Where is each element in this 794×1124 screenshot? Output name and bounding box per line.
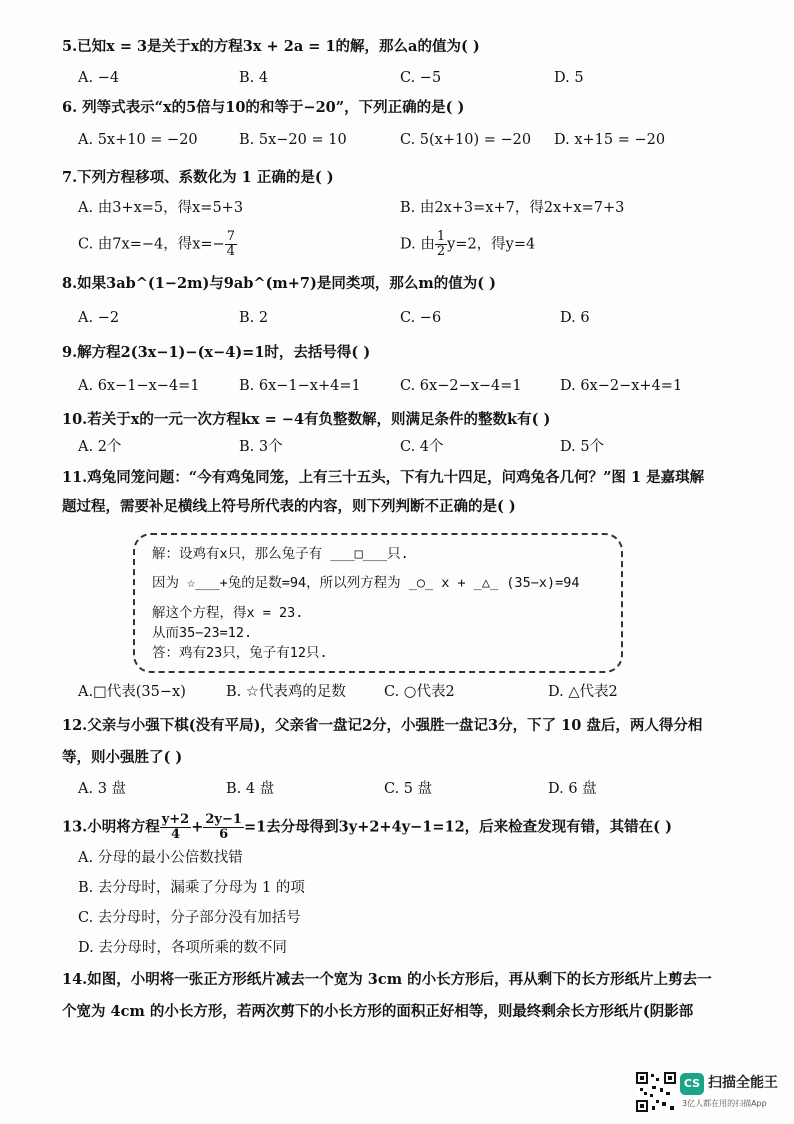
q9-option-c: C. 6x−2−x−4=1 — [400, 378, 522, 394]
q6-option-a: A. 5x+10 = −20 — [78, 132, 198, 148]
frac-numerator: 2y−1 — [205, 812, 242, 827]
camscanner-logo: CS — [680, 1073, 704, 1095]
frac-denominator: 6 — [219, 827, 229, 842]
q5-option-d: D. 5 — [554, 70, 584, 86]
q7-option-c-text: C. 由7x=−4，得x=− — [78, 236, 225, 253]
q13-option-d: D. 去分母时，各项所乘的数不同 — [78, 940, 287, 956]
q11-stem-line2: 题过程，需要补足横线上符号所代表的内容，则下列判断不正确的是( ) — [62, 498, 516, 515]
q13-plus: + — [191, 818, 204, 836]
frac-numerator: 7 — [226, 229, 235, 244]
q7-option-d-suffix: y=2，得y=4 — [447, 236, 536, 253]
q6-option-d: D. x+15 = −20 — [554, 132, 666, 148]
q11-option-b: B. ☆代表鸡的足数 — [226, 684, 346, 700]
q8-stem: 8.如果3ab^(1−2m)与9ab^(m+7)是同类项，那么m的值为( ) — [62, 275, 496, 292]
camscanner-tagline: 3亿人都在用的扫描App — [682, 1099, 767, 1108]
q12-stem-line1: 12.父亲与小强下棋(没有平局)，父亲省一盘记2分，小强胜一盘记3分，下了 10 盘后，两人得分相 — [62, 717, 703, 734]
solution-line-2: 因为 ☆___+兔的足数=94，所以列方程为 _○_ x + _△_ (35−x)=94 — [152, 575, 580, 591]
solution-line-5: 答：鸡有23只，兔子有12只. — [152, 645, 328, 661]
q10-option-b: B. 3个 — [239, 439, 283, 455]
q5-option-b: B. 4 — [239, 70, 269, 86]
q10-option-c: C. 4个 — [400, 439, 444, 455]
q9-option-d: D. 6x−2−x+4=1 — [560, 378, 683, 394]
q13-stem-suffix: =1去分母得到3y+2+4y−1=12，后来检查发现有错，其错在( ) — [243, 818, 672, 836]
solution-line-1: 解：设鸡有x只，那么兔子有 ___□___只. — [152, 546, 409, 562]
frac-denominator: 4 — [170, 827, 180, 842]
q7-option-d-fraction — [435, 230, 447, 259]
q7-option-a: A. 由3+x=5，得x=5+3 — [78, 200, 244, 216]
q10-stem: 10.若关于x的一元一次方程kx = −4有负整数解，则满足条件的整数k有( ) — [62, 411, 551, 428]
q5-stem: 5.已知x = 3是关于x的方程3x + 2a = 1的解，那么a的值为( ) — [62, 38, 480, 55]
q13-stem — [62, 813, 672, 842]
q12-option-b: B. 4 盘 — [226, 781, 275, 797]
q7-option-d-prefix: D. 由 — [400, 236, 435, 253]
q13-fraction-2 — [203, 813, 244, 842]
q13-option-a: A. 分母的最小公倍数找错 — [78, 850, 243, 866]
q8-option-a: A. −2 — [78, 310, 120, 326]
q11-option-c: C. ○代表2 — [384, 684, 455, 700]
q13-option-c: C. 去分母时，分子部分没有加括号 — [78, 910, 301, 926]
q14-stem-line2: 个宽为 4cm 的小长方形，若两次剪下的小长方形的面积正好相等，则最终剩余长方形纸片(阴影部 — [62, 1003, 694, 1020]
q12-stem-line2: 等，则小强胜了( ) — [62, 749, 183, 766]
q11-stem-line1: 11.鸡兔同笼问题：“今有鸡兔同笼，上有三十五头，下有九十四足，问鸡兔各几何？”图 1 是嘉琪解 — [62, 469, 705, 486]
qr-code — [636, 1072, 676, 1112]
q5-option-c: C. −5 — [400, 70, 442, 86]
q12-option-a: A. 3 盘 — [78, 781, 127, 797]
q13-fraction-1 — [160, 813, 192, 842]
q12-option-d: D. 6 盘 — [548, 781, 597, 797]
q10-option-d: D. 5个 — [560, 439, 605, 455]
solution-line-3: 解这个方程，得x = 23. — [152, 605, 304, 621]
q6-option-c: C. 5(x+10) = −20 — [400, 132, 532, 148]
frac-denominator: 2 — [436, 244, 446, 259]
q7-option-d — [400, 230, 535, 259]
q8-option-d: D. 6 — [560, 310, 590, 326]
frac-numerator: 1 — [436, 229, 446, 244]
solution-line-4: 从而35−23=12. — [152, 625, 253, 641]
q7-stem: 7.下列方程移项、系数化为 1 正确的是( ) — [62, 169, 334, 186]
q6-stem: 6. 列等式表示“x的5倍与10的和等于−20”，下列正确的是( ) — [62, 99, 465, 116]
q9-option-b: B. 6x−1−x+4=1 — [239, 378, 361, 394]
q12-option-c: C. 5 盘 — [384, 781, 433, 797]
q7-option-c — [78, 230, 237, 259]
q7-option-b: B. 由2x+3=x+7，得2x+x=7+3 — [400, 200, 625, 216]
camscanner-name: 扫描全能王 — [708, 1075, 778, 1091]
q8-option-b: B. 2 — [239, 310, 269, 326]
q7-option-c-fraction — [225, 230, 237, 259]
q14-stem-line1: 14.如图，小明将一张正方形纸片减去一个宽为 3cm 的小长方形后，再从剩下的长方形纸片上剪去一 — [62, 971, 712, 988]
q5-option-a: A. −4 — [78, 70, 120, 86]
q11-option-d: D. △代表2 — [548, 684, 618, 700]
q8-option-c: C. −6 — [400, 310, 442, 326]
frac-numerator: y+2 — [161, 812, 190, 827]
frac-denominator: 4 — [226, 244, 235, 259]
q10-option-a: A. 2个 — [78, 439, 122, 455]
q9-option-a: A. 6x−1−x−4=1 — [78, 378, 200, 394]
q11-option-a: A.□代表(35−x) — [78, 684, 186, 700]
q13-option-b: B. 去分母时，漏乘了分母为 1 的项 — [78, 880, 305, 896]
q13-stem-prefix: 13.小明将方程 — [62, 818, 160, 836]
q9-stem: 9.解方程2(3x−1)−(x−4)=1时，去括号得( ) — [62, 344, 371, 361]
q6-option-b: B. 5x−20 = 10 — [239, 132, 347, 148]
